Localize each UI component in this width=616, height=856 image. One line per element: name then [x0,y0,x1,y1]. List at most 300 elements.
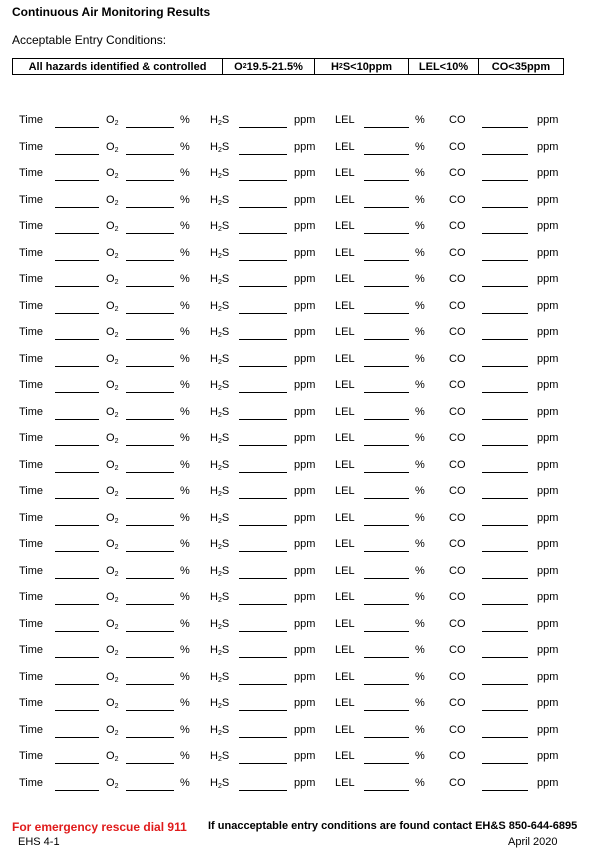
time-label: Time [19,140,44,153]
co-entry[interactable] [482,710,528,711]
o2-entry[interactable] [126,207,174,208]
time-entry[interactable] [55,604,99,605]
log-row [0,584,616,611]
o2-entry[interactable] [126,631,174,632]
h2s-unit: ppm [294,538,316,550]
time-entry[interactable] [55,790,99,791]
h2s-entry[interactable] [239,657,287,658]
co-label: CO [449,167,466,179]
log-row [0,531,616,558]
h2s-entry[interactable] [239,472,287,473]
o2-entry[interactable] [126,472,174,473]
o2-label: $O_2$ [106,485,119,498]
h2s-unit: ppm [294,750,316,762]
h2s-unit: ppm [294,405,316,418]
h2s-label: $H_2S$ [210,538,230,551]
lel-entry[interactable] [364,657,409,658]
o2-entry[interactable] [126,445,174,446]
o2-label: $O_2$ [106,591,119,604]
h2s-label: $H_2S$ [210,644,230,657]
time-entry[interactable] [55,207,99,208]
o2-unit: % [180,617,190,630]
time-entry[interactable] [55,737,99,738]
lel-entry[interactable] [364,313,409,314]
o2-entry[interactable] [126,763,174,764]
log-row [0,346,616,373]
h2s-entry[interactable] [239,313,287,314]
lel-unit: % [415,485,425,497]
o2-unit: % [180,220,190,232]
co-entry[interactable] [482,392,528,393]
h2s-entry[interactable] [239,366,287,367]
time-label: Time [19,723,44,736]
o2-unit: % [180,670,190,683]
h2s-unit: ppm [294,326,316,338]
co-entry[interactable] [482,525,528,526]
h2s-label: $H_2S$ [210,114,230,127]
o2-unit: % [180,564,190,577]
log-row [0,134,616,161]
lel-entry[interactable] [364,286,409,287]
o2-unit: % [180,379,190,391]
o2-unit: % [180,432,190,444]
lel-entry[interactable] [364,525,409,526]
time-label: Time [19,750,44,762]
log-row [0,743,616,770]
log-row [0,240,616,267]
o2-unit: % [180,352,190,365]
lel-label: LEL [335,140,355,153]
log-row [0,478,616,505]
o2-label: $O_2$ [106,564,119,578]
h2s-entry[interactable] [239,710,287,711]
o2-unit: % [180,193,190,206]
h2s-unit: ppm [294,140,316,153]
h2s-unit: ppm [294,273,316,285]
h2s-label: $H_2S$ [210,273,230,286]
log-row [0,160,616,187]
o2-entry[interactable] [126,604,174,605]
o2-label: $O_2$ [106,697,119,710]
o2-label: $O_2$ [106,644,119,657]
o2-unit: % [180,485,190,497]
lel-entry[interactable] [364,763,409,764]
co-entry[interactable] [482,551,528,552]
o2-label: $O_2$ [106,326,119,339]
h2s-entry[interactable] [239,790,287,791]
co-unit: ppm [537,485,559,497]
h2s-label: $H_2S$ [210,326,230,339]
co-unit: ppm [537,670,559,683]
lel-entry[interactable] [364,498,409,499]
lel-unit: % [415,193,425,206]
time-entry[interactable] [55,313,99,314]
o2-label: $O_2$ [106,273,119,286]
o2-entry[interactable] [126,127,174,128]
lel-unit: % [415,114,425,126]
time-label: Time [19,670,44,683]
time-label: Time [19,405,44,418]
co-entry[interactable] [482,127,528,128]
h2s-label: $H_2S$ [210,776,230,790]
lel-entry[interactable] [364,684,409,685]
o2-unit: % [180,538,190,550]
o2-label: $O_2$ [106,617,119,631]
co-label: CO [449,220,466,232]
o2-entry[interactable] [126,286,174,287]
co-unit: ppm [537,167,559,179]
o2-entry[interactable] [126,366,174,367]
time-entry[interactable] [55,419,99,420]
h2s-entry[interactable] [239,233,287,234]
co-label: CO [449,644,466,656]
time-label: Time [19,220,44,232]
time-label: Time [19,485,44,497]
h2s-label: $H_2S$ [210,485,230,498]
lel-entry[interactable] [364,631,409,632]
co-entry[interactable] [482,207,528,208]
h2s-unit: ppm [294,564,316,577]
time-label: Time [19,246,44,259]
o2-entry[interactable] [126,525,174,526]
o2-unit: % [180,326,190,338]
lel-entry[interactable] [364,737,409,738]
h2s-entry[interactable] [239,525,287,526]
lel-unit: % [415,246,425,259]
log-row [0,452,616,479]
lel-label: LEL [335,193,355,206]
lel-entry[interactable] [364,260,409,261]
co-unit: ppm [537,220,559,232]
time-entry[interactable] [55,525,99,526]
h2s-entry[interactable] [239,392,287,393]
condition-lel: LEL<10% [409,59,479,74]
entry-conditions-heading: Acceptable Entry Conditions: [12,33,167,47]
lel-label: LEL [335,246,355,259]
log-row [0,558,616,585]
co-entry[interactable] [482,339,528,340]
co-unit: ppm [537,352,559,365]
h2s-entry[interactable] [239,631,287,632]
co-label: CO [449,617,466,630]
lel-label: LEL [335,114,355,126]
time-entry[interactable] [55,260,99,261]
o2-entry[interactable] [126,260,174,261]
time-entry[interactable] [55,498,99,499]
o2-entry[interactable] [126,419,174,420]
o2-unit: % [180,750,190,762]
h2s-label: $H_2S$ [210,379,230,392]
o2-label: $O_2$ [106,220,119,233]
h2s-entry[interactable] [239,604,287,605]
co-unit: ppm [537,193,559,206]
h2s-unit: ppm [294,167,316,179]
time-entry[interactable] [55,763,99,764]
co-entry[interactable] [482,578,528,579]
h2s-entry[interactable] [239,286,287,287]
o2-unit: % [180,697,190,709]
lel-entry[interactable] [364,790,409,791]
time-entry[interactable] [55,657,99,658]
h2s-entry[interactable] [239,445,287,446]
co-label: CO [449,697,466,709]
co-entry[interactable] [482,657,528,658]
co-entry[interactable] [482,233,528,234]
o2-entry[interactable] [126,578,174,579]
o2-entry[interactable] [126,154,174,155]
time-label: Time [19,458,44,471]
co-entry[interactable] [482,154,528,155]
co-unit: ppm [537,379,559,391]
co-entry[interactable] [482,180,528,181]
time-label: Time [19,617,44,630]
time-entry[interactable] [55,684,99,685]
monitoring-log [0,107,616,796]
co-label: CO [449,723,466,736]
o2-entry[interactable] [126,498,174,499]
co-entry[interactable] [482,498,528,499]
o2-entry[interactable] [126,710,174,711]
time-entry[interactable] [55,286,99,287]
condition-h2s: H 2 S<10ppm [315,59,409,74]
time-entry[interactable] [55,631,99,632]
time-label: Time [19,644,44,656]
co-unit: ppm [537,114,559,126]
lel-unit: % [415,405,425,418]
o2-entry[interactable] [126,657,174,658]
h2s-label: $H_2S$ [210,352,230,366]
lel-label: LEL [335,485,355,497]
h2s-label: $H_2S$ [210,591,230,604]
h2s-entry[interactable] [239,578,287,579]
time-label: Time [19,352,44,365]
lel-entry[interactable] [364,207,409,208]
h2s-unit: ppm [294,617,316,630]
h2s-entry[interactable] [239,180,287,181]
co-label: CO [449,538,466,550]
lel-unit: % [415,511,425,524]
lel-label: LEL [335,299,355,312]
log-row [0,664,616,691]
lel-unit: % [415,591,425,603]
co-entry[interactable] [482,631,528,632]
co-entry[interactable] [482,737,528,738]
time-label: Time [19,511,44,524]
o2-unit: % [180,246,190,259]
h2s-unit: ppm [294,670,316,683]
lel-label: LEL [335,167,355,179]
h2s-unit: ppm [294,776,316,789]
lel-label: LEL [335,405,355,418]
co-label: CO [449,511,466,524]
time-label: Time [19,697,44,709]
condition-hazards: All hazards identified & controlled [13,59,223,74]
co-entry[interactable] [482,419,528,420]
h2s-entry[interactable] [239,419,287,420]
o2-entry[interactable] [126,233,174,234]
lel-entry[interactable] [364,419,409,420]
h2s-entry[interactable] [239,207,287,208]
co-entry[interactable] [482,763,528,764]
time-label: Time [19,379,44,391]
time-entry[interactable] [55,392,99,393]
lel-entry[interactable] [364,366,409,367]
o2-unit: % [180,511,190,524]
h2s-unit: ppm [294,458,316,471]
lel-unit: % [415,564,425,577]
o2-unit: % [180,405,190,418]
time-label: Time [19,538,44,550]
time-entry[interactable] [55,366,99,367]
lel-label: LEL [335,670,355,683]
lel-unit: % [415,644,425,656]
h2s-label: $H_2S$ [210,617,230,631]
h2s-entry[interactable] [239,763,287,764]
co-unit: ppm [537,697,559,709]
lel-entry[interactable] [364,710,409,711]
h2s-entry[interactable] [239,260,287,261]
o2-label: $O_2$ [106,246,119,260]
log-row [0,690,616,717]
lel-label: LEL [335,273,355,285]
o2-entry[interactable] [126,737,174,738]
o2-label: $O_2$ [106,193,119,207]
lel-unit: % [415,697,425,709]
o2-entry[interactable] [126,180,174,181]
o2-label: $O_2$ [106,114,119,127]
o2-entry[interactable] [126,392,174,393]
time-entry[interactable] [55,127,99,128]
co-entry[interactable] [482,366,528,367]
h2s-unit: ppm [294,723,316,736]
h2s-unit: ppm [294,697,316,709]
co-label: CO [449,750,466,762]
time-entry[interactable] [55,154,99,155]
h2s-unit: ppm [294,352,316,365]
form-title: Continuous Air Monitoring Results [12,5,211,19]
lel-entry[interactable] [364,551,409,552]
lel-unit: % [415,670,425,683]
time-entry[interactable] [55,339,99,340]
lel-label: LEL [335,511,355,524]
entry-conditions-table [12,58,564,75]
co-unit: ppm [537,723,559,736]
time-label: Time [19,299,44,312]
o2-entry[interactable] [126,339,174,340]
o2-unit: % [180,140,190,153]
lel-entry[interactable] [364,339,409,340]
o2-label: $O_2$ [106,776,119,790]
lel-entry[interactable] [364,472,409,473]
h2s-entry[interactable] [239,127,287,128]
o2-unit: % [180,299,190,312]
lel-entry[interactable] [364,445,409,446]
lel-label: LEL [335,432,355,444]
lel-entry[interactable] [364,578,409,579]
lel-unit: % [415,299,425,312]
time-label: Time [19,326,44,338]
lel-label: LEL [335,776,355,789]
o2-label: $O_2$ [106,405,119,419]
h2s-label: $H_2S$ [210,246,230,260]
log-row [0,717,616,744]
h2s-entry[interactable] [239,154,287,155]
co-label: CO [449,379,466,391]
h2s-label: $H_2S$ [210,432,230,445]
co-entry[interactable] [482,472,528,473]
co-entry[interactable] [482,313,528,314]
co-entry[interactable] [482,445,528,446]
lel-label: LEL [335,723,355,736]
co-label: CO [449,776,466,789]
time-entry[interactable] [55,180,99,181]
co-entry[interactable] [482,684,528,685]
h2s-entry[interactable] [239,684,287,685]
lel-entry[interactable] [364,233,409,234]
co-unit: ppm [537,432,559,444]
time-label: Time [19,167,44,179]
h2s-entry[interactable] [239,737,287,738]
time-entry[interactable] [55,445,99,446]
lel-label: LEL [335,591,355,603]
lel-entry[interactable] [364,604,409,605]
o2-entry[interactable] [126,684,174,685]
time-entry[interactable] [55,578,99,579]
time-entry[interactable] [55,551,99,552]
o2-entry[interactable] [126,790,174,791]
co-label: CO [449,114,466,126]
co-entry[interactable] [482,260,528,261]
o2-unit: % [180,644,190,656]
time-entry[interactable] [55,472,99,473]
lel-entry[interactable] [364,180,409,181]
time-entry[interactable] [55,233,99,234]
co-entry[interactable] [482,604,528,605]
log-row [0,213,616,240]
lel-unit: % [415,750,425,762]
h2s-label: $H_2S$ [210,697,230,710]
time-label: Time [19,432,44,444]
lel-label: LEL [335,220,355,232]
contact-notice: If unacceptable entry conditions are found contact EH&S 850-644-6895 [208,820,578,832]
h2s-label: $H_2S$ [210,511,230,525]
o2-label: $O_2$ [106,511,119,525]
co-unit: ppm [537,405,559,418]
h2s-unit: ppm [294,511,316,524]
co-entry[interactable] [482,790,528,791]
lel-entry[interactable] [364,127,409,128]
lel-unit: % [415,776,425,789]
h2s-unit: ppm [294,485,316,497]
o2-label: $O_2$ [106,432,119,445]
h2s-entry[interactable] [239,339,287,340]
co-label: CO [449,352,466,365]
o2-entry[interactable] [126,551,174,552]
lel-entry[interactable] [364,392,409,393]
co-label: CO [449,140,466,153]
o2-entry[interactable] [126,313,174,314]
co-unit: ppm [537,644,559,656]
h2s-entry[interactable] [239,498,287,499]
time-entry[interactable] [55,710,99,711]
o2-unit: % [180,273,190,285]
log-row [0,187,616,214]
co-entry[interactable] [482,286,528,287]
lel-entry[interactable] [364,154,409,155]
o2-label: $O_2$ [106,723,119,737]
lel-label: LEL [335,538,355,550]
h2s-entry[interactable] [239,551,287,552]
